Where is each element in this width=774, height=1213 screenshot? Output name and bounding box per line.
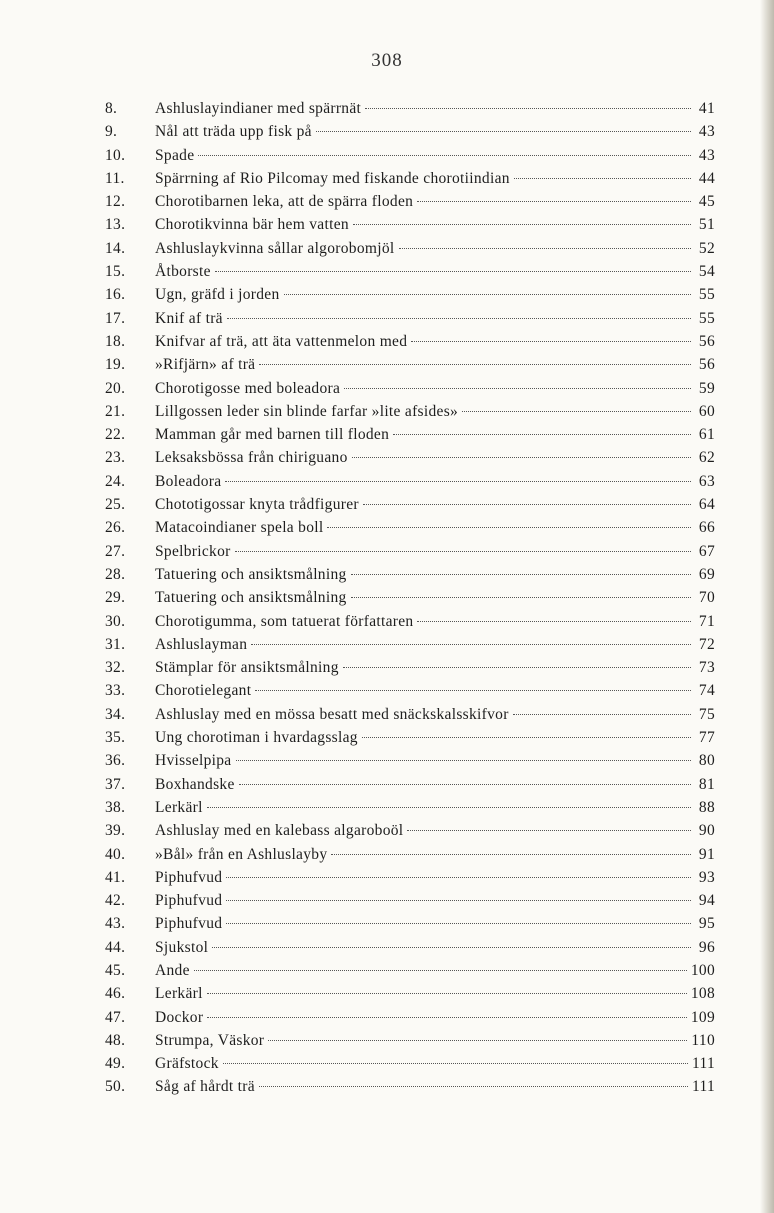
entry-title: Chorotibarnen leka, att de spärra floden (155, 193, 414, 211)
entry-title: Lerkärl (155, 985, 203, 1003)
entry-page: 96 (698, 938, 715, 956)
entry-title: Tatuering och ansiktsmålning (155, 565, 347, 583)
dot-leader (344, 388, 691, 389)
dot-leader (417, 201, 691, 202)
dot-leader (225, 481, 691, 482)
entry-page: 43 (698, 123, 715, 141)
entry-title: Gräfstock (155, 1055, 219, 1073)
entry-number: 48. (105, 1031, 126, 1049)
entry-number: 42. (105, 892, 126, 910)
entry-page: 54 (698, 263, 715, 281)
entry-number: 22. (105, 426, 126, 444)
entry-title: Lerkärl (155, 798, 203, 816)
dot-leader (255, 690, 691, 691)
entry-title: Sjukstol (155, 938, 209, 956)
list-item (105, 773, 715, 796)
entry-number: 13. (105, 216, 126, 234)
dot-leader (236, 760, 692, 761)
entry-title: Åtborste (155, 263, 211, 281)
entry-title: Ashluslaykvinna sållar algorobomjöl (155, 239, 395, 257)
entry-number: 16. (105, 286, 126, 304)
entry-page: 62 (698, 449, 715, 467)
list-item (105, 912, 715, 935)
list-item (105, 377, 715, 400)
dot-leader (226, 923, 691, 924)
entry-number: 11. (105, 169, 125, 187)
entry-number: 43. (105, 915, 126, 933)
entry-title: Stämplar för ansiktsmålning (155, 659, 339, 677)
entry-number: 25. (105, 496, 126, 514)
entry-title: Ashluslayman (155, 635, 248, 653)
entry-title: Strumpa, Väskor (155, 1031, 265, 1049)
list-item (105, 959, 715, 982)
dot-leader (353, 224, 691, 225)
dot-leader (226, 900, 691, 901)
list-item (105, 237, 715, 260)
entry-number: 19. (105, 356, 126, 374)
entry-number: 17. (105, 309, 126, 327)
list-item (105, 213, 715, 236)
dot-leader (227, 318, 691, 319)
list-item (105, 679, 715, 702)
entry-page: 94 (698, 892, 715, 910)
entry-page: 67 (698, 542, 715, 560)
dot-leader (365, 108, 691, 109)
entry-page: 93 (698, 868, 715, 886)
entry-title: Mamman går med barnen till floden (155, 426, 390, 444)
entry-title: Spärrning af Rio Pilcomay med fiskande chorotiindian (155, 169, 510, 187)
dot-leader (235, 551, 691, 552)
list-item (105, 843, 715, 866)
list-item (105, 330, 715, 353)
entry-title: Chototigossar knyta trådfigurer (155, 496, 359, 514)
entry-page: 90 (698, 822, 715, 840)
dot-leader (393, 434, 691, 435)
entry-number: 23. (105, 449, 126, 467)
list-item (105, 493, 715, 516)
list-item (105, 470, 715, 493)
entry-number: 24. (105, 472, 126, 490)
dot-leader (351, 574, 691, 575)
entry-title: Chorotigosse med boleadora (155, 379, 341, 397)
list-item (105, 1029, 715, 1052)
entry-title: Matacoindianer spela boll (155, 519, 324, 537)
entry-title: Chorotikvinna bär hem vatten (155, 216, 349, 234)
list-item (105, 656, 715, 679)
entry-number: 44. (105, 938, 126, 956)
dot-leader (207, 807, 691, 808)
entry-page: 100 (690, 961, 715, 979)
dot-leader (399, 248, 691, 249)
dot-leader (284, 294, 691, 295)
list-item (105, 516, 715, 539)
dot-leader (327, 527, 691, 528)
entry-page: 63 (698, 472, 715, 490)
entry-page: 111 (692, 1055, 715, 1073)
list-item (105, 307, 715, 330)
entry-number: 10. (105, 146, 126, 164)
entry-page: 55 (698, 309, 715, 327)
list-item (105, 283, 715, 306)
entry-page: 95 (698, 915, 715, 933)
entry-number: 50. (105, 1078, 126, 1096)
entry-page: 75 (698, 705, 715, 723)
dot-leader (363, 504, 691, 505)
dot-leader (239, 784, 691, 785)
entry-page: 41 (698, 100, 715, 117)
entry-page: 110 (691, 1031, 715, 1049)
entry-page: 61 (698, 426, 715, 444)
entry-title: Spelbrickor (155, 542, 231, 560)
entry-number: 39. (105, 822, 126, 840)
list-item (105, 726, 715, 749)
list-item (105, 97, 715, 120)
dot-leader (251, 644, 691, 645)
entry-title: Tatuering och ansiktsmålning (155, 589, 347, 607)
list-item (105, 796, 715, 819)
entry-page: 71 (698, 612, 715, 630)
list-item (105, 400, 715, 423)
dot-leader (352, 457, 691, 458)
dot-leader (268, 1040, 687, 1041)
entry-number: 31. (105, 635, 126, 653)
entry-title: Ashluslay med en mössa besatt med snäckskalsskifvor (155, 705, 509, 723)
entry-page: 60 (698, 402, 715, 420)
dot-leader (207, 1017, 687, 1018)
entry-title: Såg af hårdt trä (155, 1078, 255, 1096)
entry-title: Leksaksbössa från chiriguano (155, 449, 348, 467)
entry-number: 27. (105, 542, 126, 560)
dot-leader (513, 714, 691, 715)
dot-leader (194, 970, 687, 971)
entry-page: 66 (698, 519, 715, 537)
dot-leader (462, 411, 691, 412)
entry-title: Spade (155, 146, 195, 164)
entry-number: 41. (105, 868, 126, 886)
entry-page: 81 (698, 775, 715, 793)
entry-title: Piphufvud (155, 915, 223, 933)
entry-number: 9. (105, 123, 118, 141)
entry-page: 88 (698, 798, 715, 816)
entry-title: Ashluslay med en kalebass algaroboöl (155, 822, 404, 840)
illustration-list (105, 97, 715, 1099)
entry-number: 8. (105, 100, 118, 117)
dot-leader (411, 341, 691, 342)
entry-number: 47. (105, 1008, 126, 1026)
entry-page: 91 (698, 845, 715, 863)
dot-leader (198, 155, 691, 156)
entry-number: 21. (105, 402, 126, 420)
entry-number: 14. (105, 239, 126, 257)
page-number: 308 (371, 50, 403, 71)
dot-leader (212, 947, 691, 948)
entry-title: Chorotigumma, som tatuerat författaren (155, 612, 414, 630)
entry-page: 56 (698, 332, 715, 350)
page-edge-shadow (760, 0, 774, 1213)
dot-leader (207, 993, 687, 994)
entry-page: 70 (698, 589, 715, 607)
list-item (105, 353, 715, 376)
entry-title: Boxhandske (155, 775, 235, 793)
dot-leader (259, 364, 691, 365)
list-item (105, 540, 715, 563)
list-item (105, 749, 715, 772)
entry-page: 43 (698, 146, 715, 164)
list-item (105, 703, 715, 726)
dot-leader (417, 621, 691, 622)
dot-leader (514, 178, 691, 179)
entry-page: 69 (698, 565, 715, 583)
entry-page: 80 (698, 752, 715, 770)
entry-title: Ande (155, 961, 190, 979)
entry-page: 55 (698, 286, 715, 304)
entry-title: »Rifjärn» af trä (155, 356, 256, 374)
entry-title: Dockor (155, 1008, 204, 1026)
list-item (105, 866, 715, 889)
dot-leader (226, 877, 691, 878)
entry-page: 108 (690, 985, 715, 1003)
dot-leader (223, 1063, 688, 1064)
entry-page: 73 (698, 659, 715, 677)
entry-page: 72 (698, 635, 715, 653)
entry-title: Hvisselpipa (155, 752, 232, 770)
entry-number: 45. (105, 961, 126, 979)
entry-number: 46. (105, 985, 126, 1003)
entry-title: Piphufvud (155, 868, 223, 886)
list-item (105, 936, 715, 959)
list-item (105, 982, 715, 1005)
entry-page: 111 (692, 1078, 715, 1096)
dot-leader (362, 737, 691, 738)
list-item (105, 889, 715, 912)
entry-number: 28. (105, 565, 126, 583)
entry-page: 51 (698, 216, 715, 234)
list-item (105, 446, 715, 469)
dot-leader (407, 830, 691, 831)
list-item (105, 120, 715, 143)
dot-leader (215, 271, 691, 272)
entry-page: 56 (698, 356, 715, 374)
entry-number: 34. (105, 705, 126, 723)
list-item (105, 1052, 715, 1075)
list-item (105, 167, 715, 190)
list-item (105, 633, 715, 656)
entry-number: 38. (105, 798, 126, 816)
entry-number: 29. (105, 589, 126, 607)
entry-title: Knif af trä (155, 309, 223, 327)
entry-number: 49. (105, 1055, 126, 1073)
entry-title: Piphufvud (155, 892, 223, 910)
entry-number: 12. (105, 193, 126, 211)
entry-page: 74 (698, 682, 715, 700)
entry-title: Ugn, gräfd i jorden (155, 286, 280, 304)
entry-page: 45 (698, 193, 715, 211)
entry-title: Ashluslayindianer med spärrnät (155, 100, 362, 117)
entry-number: 35. (105, 729, 126, 747)
entry-title: »Bål» från en Ashluslayby (155, 845, 328, 863)
entry-title: Boleadora (155, 472, 222, 490)
dot-leader (316, 131, 691, 132)
entry-title: Lillgossen leder sin blinde farfar »lite afsides» (155, 402, 459, 420)
entry-page: 59 (698, 379, 715, 397)
list-item (105, 1006, 715, 1029)
entry-title: Nål att träda upp fisk på (155, 123, 312, 141)
list-item (105, 563, 715, 586)
entry-page: 77 (698, 729, 715, 747)
entry-number: 20. (105, 379, 126, 397)
entry-number: 37. (105, 775, 126, 793)
entry-page: 52 (698, 239, 715, 257)
dot-leader (331, 854, 691, 855)
entry-number: 18. (105, 332, 126, 350)
dot-leader (343, 667, 691, 668)
entry-number: 40. (105, 845, 126, 863)
entry-title: Chorotielegant (155, 682, 252, 700)
entry-title: Knifvar af trä, att äta vattenmelon med (155, 332, 408, 350)
dot-leader (259, 1086, 688, 1087)
list-item (105, 610, 715, 633)
entry-number: 30. (105, 612, 126, 630)
list-item (105, 586, 715, 609)
entry-page: 64 (698, 496, 715, 514)
entry-number: 33. (105, 682, 126, 700)
list-item (105, 260, 715, 283)
entry-number: 36. (105, 752, 126, 770)
list-item (105, 819, 715, 842)
list-item (105, 1075, 715, 1098)
list-item (105, 190, 715, 213)
dot-leader (351, 597, 691, 598)
entry-page: 109 (690, 1008, 715, 1026)
list-item (105, 423, 715, 446)
entry-title: Ung chorotiman i hvardagsslag (155, 729, 358, 747)
entry-number: 15. (105, 263, 126, 281)
entry-page: 44 (698, 169, 715, 187)
entry-number: 26. (105, 519, 126, 537)
list-item (105, 144, 715, 167)
entry-number: 32. (105, 659, 126, 677)
